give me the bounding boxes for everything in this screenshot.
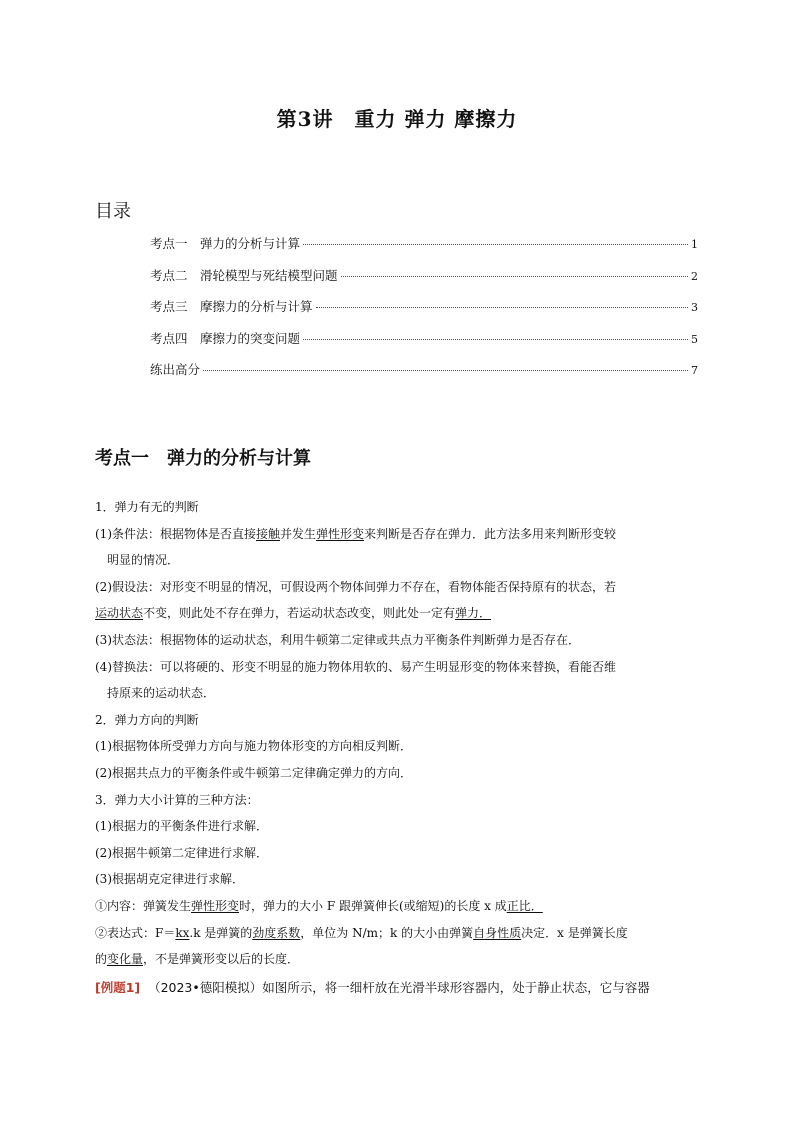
toc-heading: 目录 <box>95 201 131 222</box>
paragraph: ①内容：弹簧发生弹性形变时，弹力的大小 F 跟弹簧伸长(或缩短)的长度 x 成正比． <box>95 898 543 913</box>
toc-item-label: 考点二 滑轮模型与死结模型问题 <box>150 267 338 283</box>
subheading: 2．弹力方向的判断 <box>95 712 199 727</box>
subheading: 3．弹力大小计算的三种方法： <box>95 792 259 807</box>
toc-leader <box>203 370 688 371</box>
paragraph: (4)替换法：可以将硬的、形变不明显的施力物体用软的、易产生明显形变的物体来替换，看能否维 <box>95 659 617 674</box>
paragraph: (1)根据力的平衡条件进行求解． <box>95 819 268 834</box>
page-title: 第3讲 重力 弹力 摩擦力 <box>276 107 518 131</box>
paragraph: (2)根据牛顿第二定律进行求解． <box>95 845 268 860</box>
paragraph-continuation: 明显的情况． <box>107 553 180 568</box>
toc-item-label: 考点一 弹力的分析与计算 <box>150 236 301 251</box>
example-line <box>95 975 699 1002</box>
toc-item-5[interactable] <box>150 360 698 392</box>
paragraph: (2)根据共点力的平衡条件或牛顿第二定律确定弹力的方向． <box>95 765 413 780</box>
toc-leader <box>303 244 688 245</box>
section-title: 考点一 弹力的分析与计算 <box>95 448 311 469</box>
paragraph: (3)根据胡克定律进行求解． <box>95 872 244 887</box>
toc-item-label: 练出高分 <box>150 362 201 377</box>
paragraph: (3)状态法：根据物体的运动状态，利用牛顿第二定律或共点力平衡条件判断弹力是否存在． <box>95 632 581 647</box>
paragraph: (1)条件法：根据物体是否直接接触并发生弹性形变来判断是否存在弹力．此方法多用来判断形变较 <box>95 526 617 541</box>
paragraph: (2)假设法：对形变不明显的情况，可假设两个物体间弹力不存在，看物体能否保持原有的状态，若 <box>95 579 617 594</box>
toc-leader <box>303 339 688 340</box>
example-tag: [例题1] <box>95 979 141 995</box>
section-body <box>95 494 699 1001</box>
paragraph: (1)根据物体所受弹力方向与施力物体形变的方向相反判断． <box>95 739 413 754</box>
subheading: 1．弹力有无的判断 <box>95 500 199 514</box>
toc-item-1[interactable] <box>150 234 698 266</box>
paragraph-continuation: 持原来的运动状态． <box>107 686 216 701</box>
table-of-contents <box>150 234 698 392</box>
toc-leader <box>341 276 688 277</box>
toc-item-page: 3 <box>691 301 698 314</box>
example-text: （2023•德阳模拟）如图所示，将一细杆放在光滑半球形容器内，处于静止状态，它与容器 <box>148 979 650 995</box>
toc-leader <box>316 307 688 308</box>
paragraph: ②表达式：F＝kx.k 是弹簧的劲度系数，单位为 N/m；k 的大小由弹簧自身性质决定．x 是弹簧长度 <box>95 925 628 940</box>
toc-item-3[interactable] <box>150 297 698 329</box>
toc-item-label: 考点四 摩擦力的突变问题 <box>150 330 301 346</box>
toc-item-page: 1 <box>691 238 698 251</box>
toc-item-page: 2 <box>691 269 698 283</box>
toc-item-page: 7 <box>691 364 698 377</box>
paragraph-continuation: 运动状态不变，则此处不存在弹力，若运动状态改变，则此处一定有弹力． <box>95 606 492 621</box>
toc-item-2[interactable] <box>150 266 698 298</box>
toc-item-label: 考点三 摩擦力的分析与计算 <box>150 299 313 314</box>
toc-item-page: 5 <box>691 332 698 346</box>
toc-item-4[interactable] <box>150 329 698 361</box>
paragraph-continuation: 的变化量，不是弹簧形变以后的长度． <box>95 952 300 967</box>
